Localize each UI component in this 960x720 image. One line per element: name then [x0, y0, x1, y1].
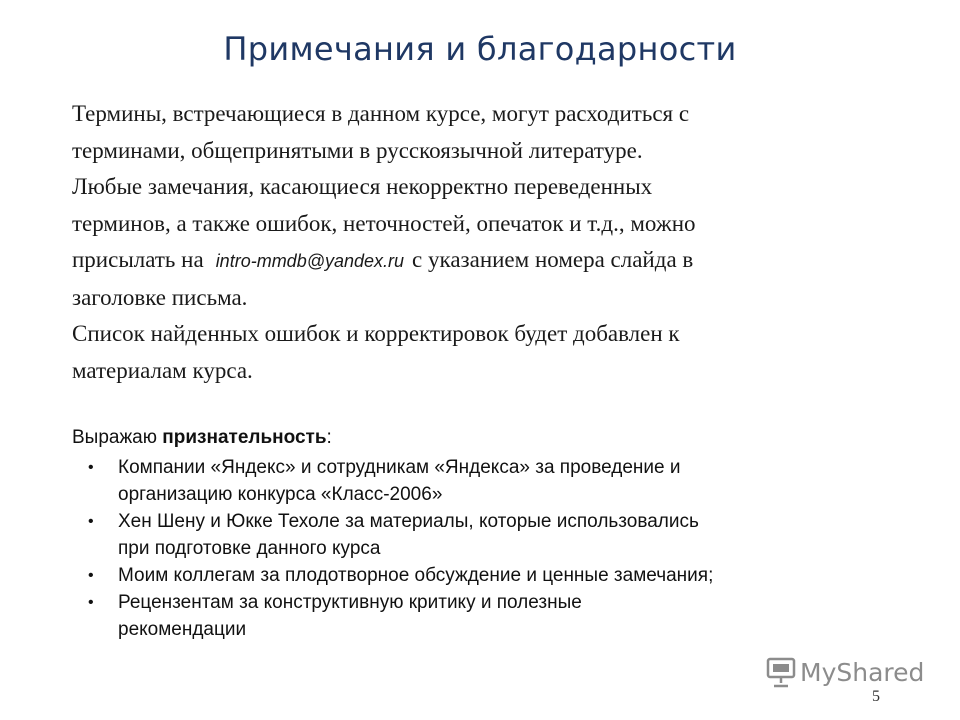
bullet-icon: • [88, 594, 94, 611]
corrections-line-1: Список найденных ошибок и корректировок будет добавлен к [72, 321, 680, 346]
watermark [766, 656, 924, 688]
list-item-line-1: Хен Шену и Юкке Техоле за материалы, которые использовались [118, 511, 699, 532]
terms-line-2: терминами, общепринятыми в русскоязычной литературе. [72, 137, 643, 163]
corrections-line-2: материалам курса. [72, 357, 253, 383]
feedback-line-3-start: присылать на [72, 247, 204, 272]
feedback-line-4: заголовке письма. [72, 284, 248, 310]
list-item-line-2: рекомендации [118, 619, 247, 640]
intro-colon: : [326, 427, 332, 448]
feedback-email: intro-mmdb@yandex.ru [215, 251, 405, 271]
bullet-icon: • [88, 513, 94, 530]
acknowledgements-intro [72, 426, 932, 450]
notes-body [72, 96, 892, 389]
terms-paragraph [72, 96, 892, 169]
bullet-icon: • [88, 459, 94, 476]
intro-word: Выражаю [72, 427, 157, 448]
feedback-line-2: терминов, а также ошибок, неточностей, опечаток и т.д., можно [72, 210, 696, 236]
list-item-line-1: Компании «Яндекс» и сотрудникам «Яндекса» за проведение и [118, 457, 681, 478]
watermark-text: MyShared [800, 657, 925, 687]
list-item [72, 508, 932, 562]
list-item-line-1: Моим коллегам за плодотворное обсуждение и ценные замечания; [118, 565, 714, 586]
list-item [72, 589, 932, 643]
page-number: 5 [872, 688, 880, 705]
acknowledgements [72, 426, 932, 643]
presentation-board-icon [766, 656, 796, 688]
list-item [72, 562, 932, 589]
list-item [72, 454, 932, 508]
slide-title: Примечания и благодарности [223, 30, 737, 68]
bullet-icon: • [88, 567, 94, 584]
list-item-line-1: Рецензентам за конструктивную критику и полезные [118, 592, 582, 613]
acknowledgements-list [72, 454, 932, 643]
terms-line-1: Термины, встречающиеся в данном курсе, могут расходиться с [72, 101, 690, 126]
list-item-line-2: при подготовке данного курса [118, 538, 381, 559]
feedback-paragraph [72, 169, 892, 316]
feedback-line-3-end: с указанием номера слайда в [412, 247, 694, 272]
feedback-line-1: Любые замечания, касающиеся некорректно переведенных [72, 174, 653, 199]
list-item-line-2: организацию конкурса «Класс-2006» [118, 484, 443, 505]
intro-bold-word: признательность [162, 427, 327, 448]
corrections-paragraph [72, 316, 892, 389]
